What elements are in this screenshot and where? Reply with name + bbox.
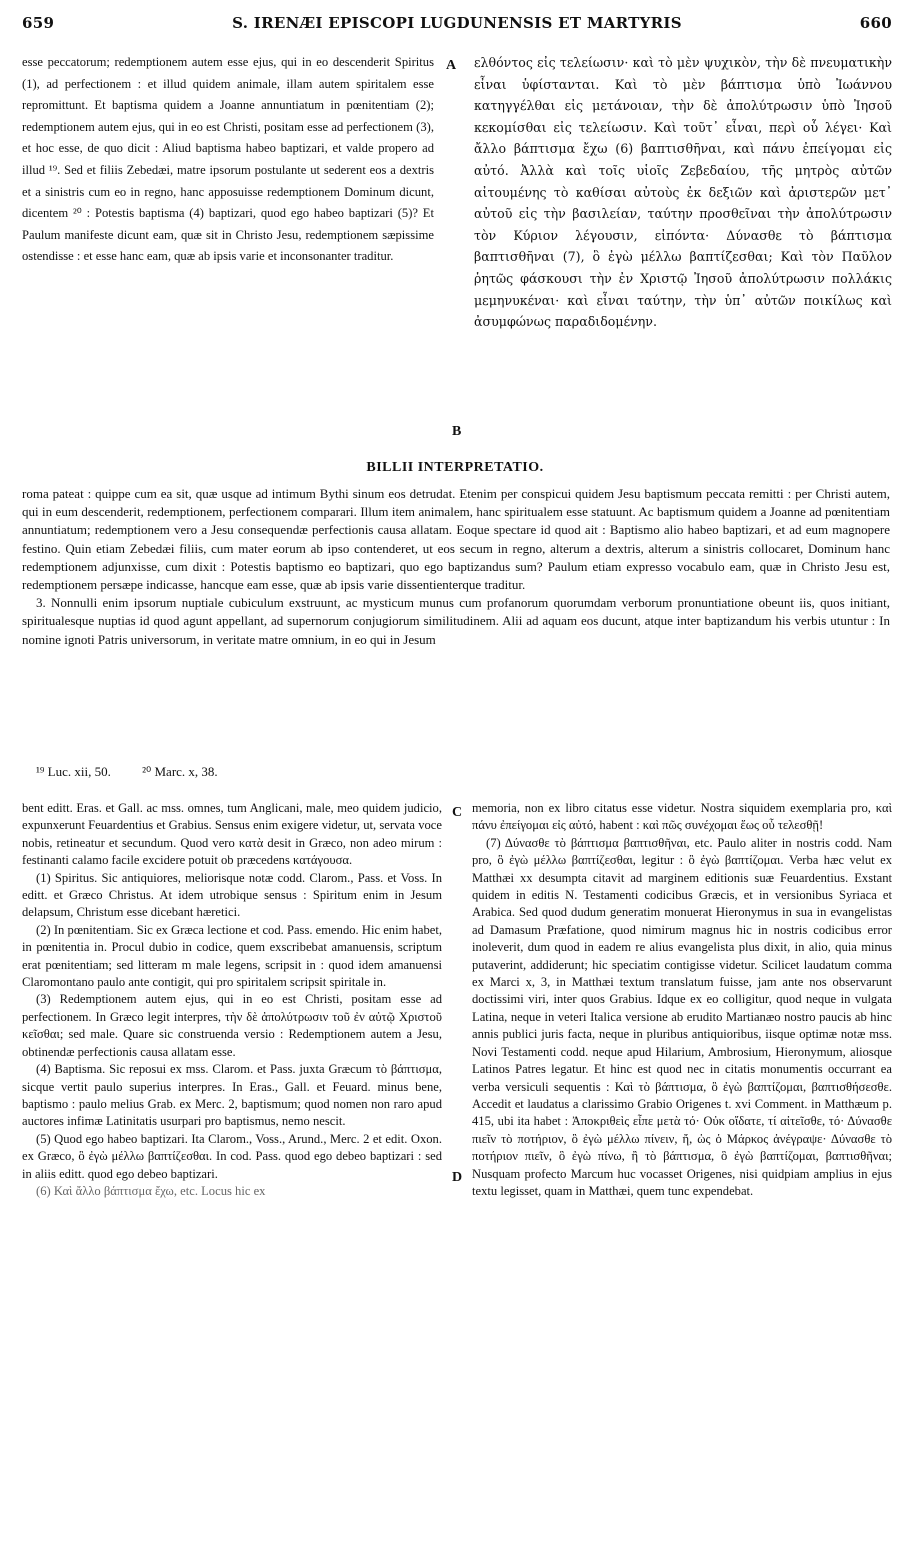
note-paragraph: memoria, non ex libro citatus esse videtur. Nostra siquidem exemplaria pro, καὶ πάνυ ἐπείγομαι εἰς αὐτό, habent : καὶ πῶς συνέχομαι ἕως οὗ τελεσθῇ! [472,801,892,833]
margin-marker-a: A [446,58,457,73]
interpretatio-paragraph: 3. Nonnulli enim ipsorum nuptiale cubiculum exstruunt, ac mysticum munus cum profanorum quorumdam verborum pronuntiatione obeunt iis, quos initiant, spiritualesque nuptias id quod agunt appellant, ad supernorum conjugiorum similitudinem. Alii ad aquam eos ducunt, atque inter baptizandum his verbis utuntur : In nomine ignoti Patris universorum, in veritate matre omnium, in eo qui in Jesum [22,595,890,647]
margin-marker-b: B [452,424,462,439]
latin-paragraph: esse peccatorum; redemptionem autem esse ejus, qui in eo descenderit Spiritus (1), ad perfectionem : et illud quidem animale, illam autem spiritalem esse repromittunt. Et baptisma quidem a Joanne annuntiatum in pœnitentiam (2); redemptionem autem ejus, qui in eo est Christi, positam esse ad perfectionem (3), et hoc esse, de quo dicit : Aliud baptisma habeo baptizari, et valde propero ad illud ¹⁹. Sed et filiis Zebedæi, matre ipsorum postulante ut sederent eos a dextris et a sinistris cum eo in regno, hanc apposuisse redemptionem Dominum dicunt, dicentem ²⁰ : Potestis baptisma (4) baptizari, quod ego habeo baptizari (5)? Et Paulum manifeste dicunt eam, quæ sit in Christo Jesu, redemptionem sæpissime ostendisse : et esse hanc eam, quæ ab ipsis varie et inconsonanter traditur. [22,55,434,264]
greek-text-column [474,52,892,333]
footnote: ¹⁹ Luc. xii, 50. [36,764,111,779]
note-paragraph: bent editt. Eras. et Gall. ac mss. omnes, tum Anglicani, male, meo quidem judicio, expunxerunt Feuardentius et Grabius. Sensus enim exigere videtur, ut, servata voce nobis, retineatur et secundum. Quod vero κατὰ desit in Græco, non adeo mirum : festinanti calamo facile excidere potuit ob præcedens κατάγουσα. [22,801,442,868]
section-title: BILLII INTERPRETATIO. [366,460,544,475]
margin-marker-c: C [452,805,463,820]
footnote: ²⁰ Marc. x, 38. [142,764,218,779]
note-paragraph: (1) Spiritus. Sic antiquiores, meliorisque notæ codd. Clarom., Pass. et Voss. In editt. et Græco Christus. At idem utrobique sensus : Spiritum enim in Jesum delapsum, Christum esse dicebant hæretici. [22,870,442,920]
interpretatio-block [22,485,890,649]
footnotes [36,764,246,780]
notes-column-right [472,800,892,1200]
note-paragraph: (5) Quod ego habeo baptizari. Ita Clarom., Voss., Arund., Merc. 2 et edit. Oxon. ex Græco, ὃ ἐγὼ μέλλω βαπτίζεσθαι. In cod. Pass. quod ego debeo baptizari : sed in aliis editt. quod ego debeo baptizari. [22,1131,442,1181]
page-header [22,14,892,40]
latin-text-column [22,52,434,268]
notes-column-left [22,800,442,1200]
note-paragraph: (7) Δύνασθε τὸ βάπτισμα βαπτισθῆναι, etc. Paulo aliter in nostris codd. Nam pro, ὃ ἐγὼ μέλλω βαπτίζεσθαι, legitur : ὃ ἐγὼ βαπτίζομαι. Verba hæc velut ex Matthæi xx desumpta citavit ad marginem editionis suæ Feuardentius. Exstant quidem in editis N. Testamenti codicibus Græcis, et in versionibus Syriaca et Arabica. Sed quod dudum generatim monuerat Hieronymus in sua in evangelistas ad Damasum Præfatione, quod nimirum magnus hic in nostris codicibus error inoleverit, dum quod in eadem re alius evangelista plus dixit, in alio, quia minus putaverint, addiderunt; hic speciatim contigisse videtur. Scilicet laudatum comma ex Marci x, 3, in Matthæi textum translatum fuisse, jam ante nos observarunt doctissimi viri, inter quos Grabius. Idque ex eo colligitur, quod neque in vulgata Latina, neque in veteri Italica versione ab erudito Martianæo nostro paucis ab hinc annis publici juris facta, neque in pluribus antiquioribus, iisque optimæ notæ mss. Novi Testamenti codd. neque apud Hilarium, Ambrosium, Hieronymum, aliosque Latinos Patres legatur. Et hinc est quod nec in citatis monumentis occurrant ea verba versiculi sequentis : Καὶ τὸ βάπτισμα, ὃ ἐγὼ βαπτίζομαι, βαπτισθήσεσθε. Accedit et laudatus a clarissimo Grabio Origenes t. xvi Comment. in Matthæum p. 415, ubi ita habet : Ἀποκριθεὶς εἶπε μετὰ τό· Οὐκ οἴδατε, τί αἰτεῖσθε, τό· Δύνασθε πιεῖν τὸ ποτήριον, ὃ ἐγὼ μέλλω πίνειν, ἤ, ὡς ὁ Μάρκος ἀνέγραψε· Δύνασθε τὸ ποτήριον πιεῖν, ὃ ἐγὼ πίνω, ἢ τὸ βάπτισμα, ὃ ἐγὼ βαπτίζομαι, βαπτισθῆναι; Nusquam profecto Marcum huc vocasset Origenes, nisi quidpiam amplius in ejus textu legisset, quam in Matthæi, quem tunc expendebat. [472,835,892,1198]
page-number-right: 660 [859,14,892,32]
note-paragraph: (3) Redemptionem autem ejus, qui in eo est Christi, positam esse ad perfectionem. In Græco legit interpres, τὴν δὲ ἀπολύτρωσιν τοῦ ἐν αὐτῷ Χριστοῦ κεῖσθαι; sed male. Quare sic construenda versio : Redemptionem autem a Jesu, obtinendæ perfectionis causa allatam esse. [22,992,442,1059]
note-paragraph: (6) Καὶ ἄλλο βάπτισμα ἔχω, etc. Locus hic ex [36,1183,266,1198]
page-number-left: 659 [22,14,55,32]
greek-paragraph: ελθόντος εἰς τελείωσιν· καὶ τὸ μὲν ψυχικὸν, τὴν δὲ πνευματικὴν εἶναι ὑφίστανται. Καὶ τὸ μὲν βάπτισμα ὑπὸ Ἰωάννου κατηγγέλθαι εἰς μετάνοιαν, τὴν δὲ ἀπολύτρωσιν ὑπὸ Ἰησοῦ κεκομίσθαι εἰς τελείωσιν. Καὶ τοῦτ᾽ εἶναι, περὶ οὗ λέγει· Καὶ ἄλλο βάπτισμα ἔχω (6) βαπτισθῆναι, καὶ πάνυ ἐπείγομαι εἰς αὐτό. Ἀλλὰ καὶ τοῖς υἱοῖς Ζεβεδαίου, τῆς μητρὸς αὐτῶν αἰτουμένης τὸ καθίσαι αὐτοὺς ἐκ δεξιῶν καὶ ἀριστερῶν μετ᾽ αὐτοῦ εἰς τὴν βασιλείαν, ταύτην προσθεῖναι τὴν ἀπολύτρωσιν τὸν Κύριον λέγουσιν, εἰπόντα· Δύνασθε τὸ βάπτισμα βαπτισθῆναι (7), ὃ ἐγὼ μέλλω βαπτίζεσθαι; Καὶ τὸν Παῦλον ῥητῶς φάσκουσι τὴν ἐν Χριστῷ Ἰησοῦ ἀπολύτρωσιν πολλάκις μεμηνυκέναι· καὶ εἶναι ταύτην, τὴν ὑπ᾽ αὐτῶν ποικίλως καὶ ἀσυμφώνως παραδιδομένην. [474,55,892,330]
note-paragraph: (4) Baptisma. Sic reposui ex mss. Clarom. et Pass. juxta Græcum τὸ βάπτισμα, sicque vertit paulo superius interpres. In Eras., Gall. et Feuard. minus bene, baptismo : paulo melius Grab. ex Merc. 2, baptismum; quod nomen non raro apud auctores infimæ Latinitatis usurpari pro baptismus, nemo nescit. [22,1062,442,1129]
note-paragraph: (2) In pœnitentiam. Sic ex Græca lectione et cod. Pass. emendo. Hic enim habet, in pœnitentia in. Procul dubio in codice, quem exscribebat amanuensis, scriptum erat pœnitentiam; sed litteram m male legens, scripsit in : quod idem amanuensi Claromontano paulo ante contigit, qui pro spiritalem scripsit spiritale in. [22,922,442,990]
running-title: S. IRENÆI EPISCOPI LUGDUNENSIS ET MARTYRIS [232,14,682,32]
margin-marker-d: D [452,1170,463,1185]
interpretatio-paragraph: roma pateat : quippe cum ea sit, quæ usque ad intimum Bythi sinum eos detrudat. Etenim per conspicui quidem Jesu baptismum peccata remitti : per Christi autem, qui in eum descenderit, redemptionem, perfectionem comparari. Illum item animalem, hanc spiritualem esse statuunt. Ac baptismum quidem a Joanne ad pœnitentiam annuntiatum; redemptionem vero a Jesu consequendæ perfectionis causa allatam. Eoque spectare id quod ait : Baptismo alio habeo baptizari, et ad eum magnopere festino. Quin etiam Zebedæi filiis, cum mater eorum ab ipso contenderet, ut eos secum in regno, alterum a dextris, alterum a sinistris collocaret, Dominum hanc redemptionem adjunxisse, cum dixit : Potestis baptismo eo baptizari, quo ego baptizandus sum? Paulum etiam expresso vocabulo eam, quæ in Christo Jesu est, redemptionem persæpe indicasse, hancque eam esse, quæ ab ipsis varie dissentienterque traditur. [22,486,890,593]
